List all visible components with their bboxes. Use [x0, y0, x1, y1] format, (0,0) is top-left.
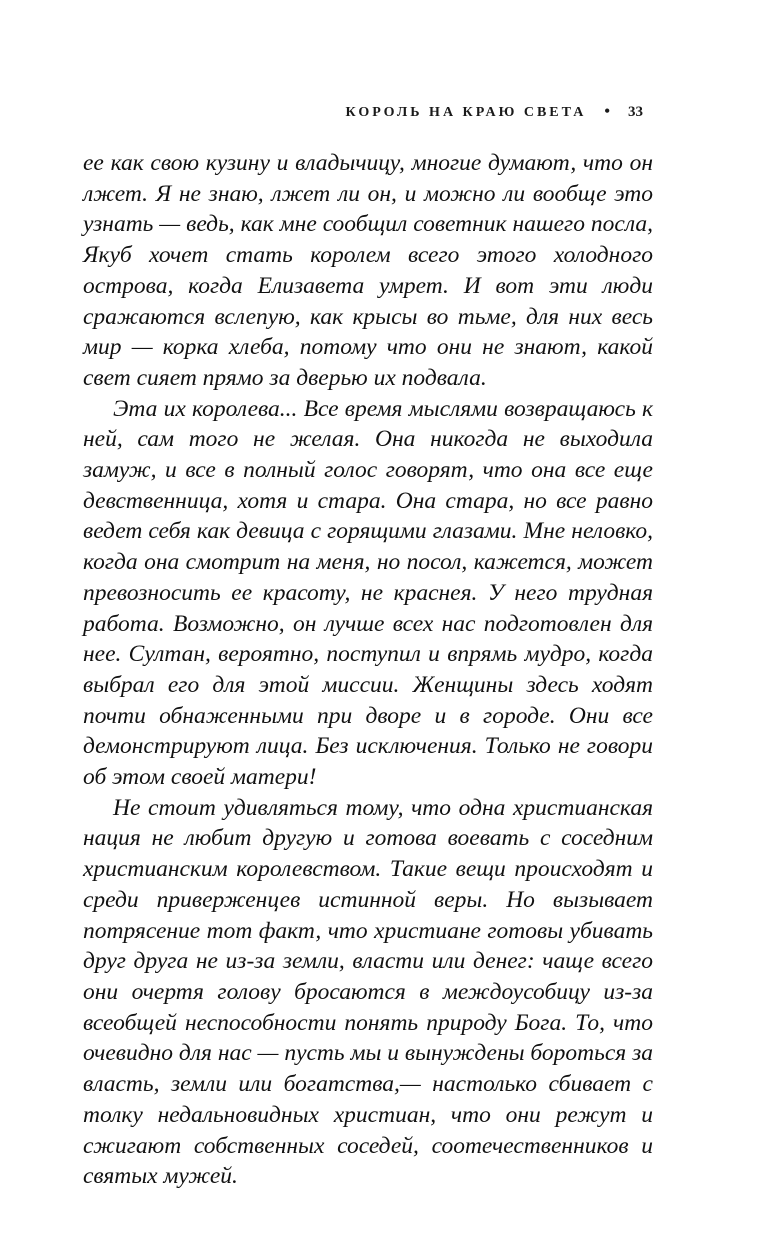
running-title: КОРОЛЬ НА КРАЮ СВЕТА: [345, 105, 587, 120]
header-separator: •: [604, 103, 610, 120]
paragraph-1: ее как свою кузину и владычицу, многие думают, что он лжет. Я не знаю, лжет ли он, и можно ли вообще это узнать — ведь, как мне сообщил советник нашего посла, Якуб хочет стать королем всего этого холодного острова, когда Елизавета умрет. И вот эти люди сражаются вслепую, как крысы во тьме, для них весь мир — корка хлеба, потому что они не знают, какой свет сияет прямо за дверью их подвала.: [83, 150, 653, 391]
page-number: 33: [628, 104, 643, 120]
paragraph-3: Не стоит удивляться тому, что одна христианская нация не любит другую и готова воевать с соседним христианским королевством. Такие вещи происходят и среди приверженцев истинной веры. Но вызывает потрясение тот факт, что христиане готовы убивать друг друга не из-за земли, власти или денег: чаще всего они очертя голову бросаются в междоусобицу из-за всеобщей неспособности понять природу Бога. То, что очевидно для нас — пусть мы и вынуждены бороться за власть, земли или богатства,— настолько сбивает с толку недальновидных христиан, что они режут и сжигают собственных соседей, соотечественников и святых мужей.: [83, 794, 653, 1190]
paragraph-2: Эта их королева... Все время мыслями возвращаюсь к ней, сам того не желая. Она никогда не выходила замуж, и все в полный голос говорят, что она все еще девственница, хотя и стара. Она стара, но все равно ведет себя как девица с горящими глазами. Мне неловко, когда она смотрит на меня, но посол, кажется, может превозносить ее красоту, не краснея. У него трудная работа. Возможно, он лучше всех нас подготовлен для нее. Султан, вероятно, поступил и впрямь мудро, когда выбрал его для этой миссии. Женщины здесь ходят почти обнаженными при дворе и в городе. Они все демонстрируют лица. Без исключения. Только не говори об этом своей матери!: [83, 395, 653, 791]
page-text: [83, 148, 653, 1192]
running-header: [346, 104, 643, 121]
